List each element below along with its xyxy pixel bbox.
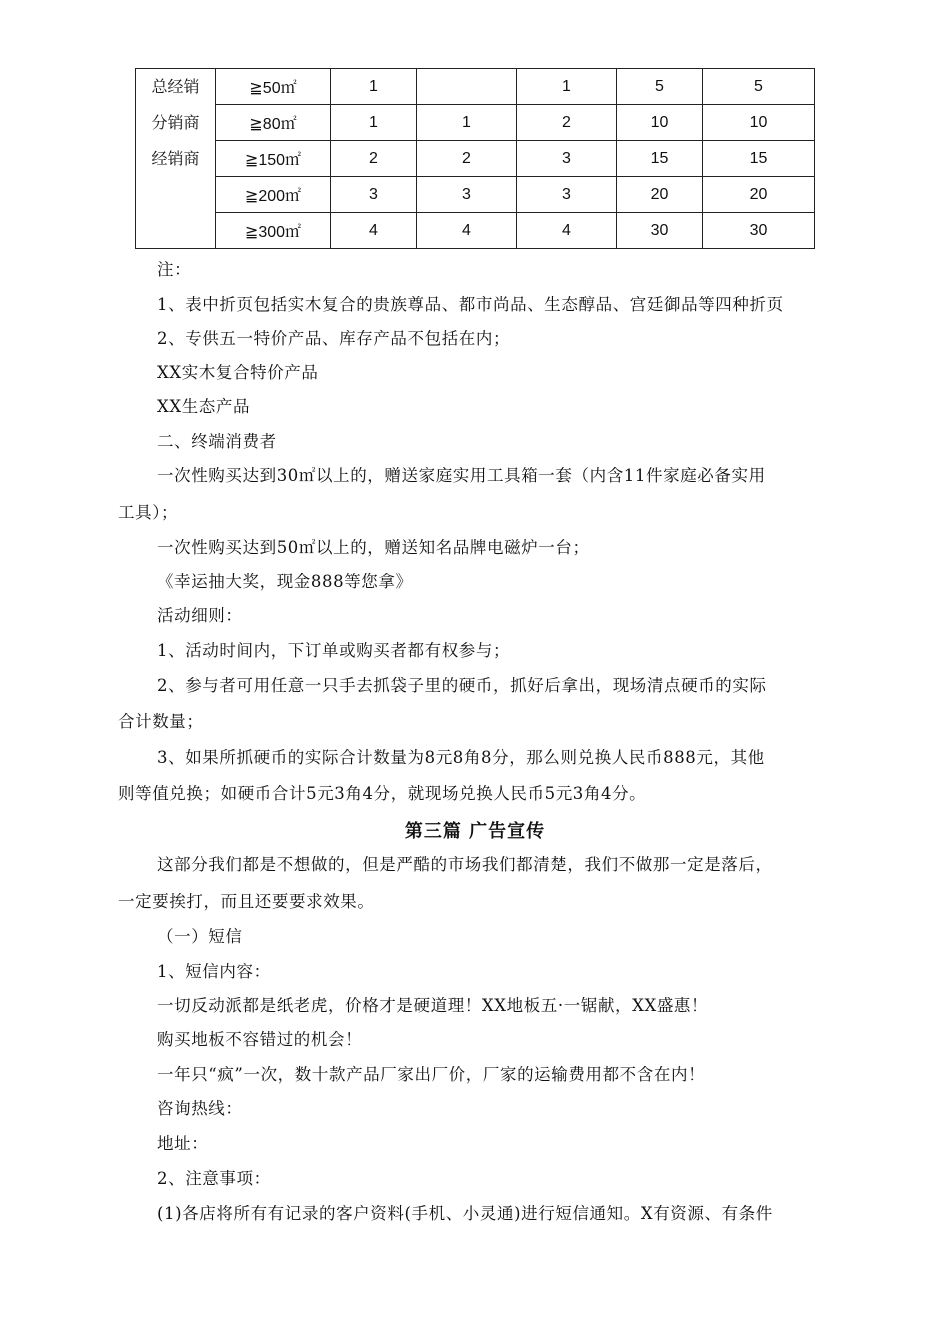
paragraph-line: 2、专供五一特价产品、库存产品不包括在内； <box>157 329 511 348</box>
paragraph-line: 合计数量； <box>118 712 204 731</box>
table-cell: 4 <box>331 213 417 249</box>
table-cell: 2 <box>331 141 417 177</box>
table-cell: ≧300㎡ <box>216 213 331 249</box>
table-row <box>136 141 815 177</box>
table-cell: 15 <box>703 141 815 177</box>
paragraph-line: 一定要挨打，而且还要要求效果。 <box>118 892 375 911</box>
table-cell: 3 <box>517 141 617 177</box>
paragraph-line: 1、短信内容： <box>157 962 271 981</box>
paragraph-line: 1、活动时间内，下订单或购买者都有权参与； <box>157 641 511 660</box>
table-cell: 15 <box>617 141 703 177</box>
paragraph-line: 2、参与者可用任意一只手去抓袋子里的硬币，抓好后拿出，现场清点硬币的实际 <box>157 676 767 695</box>
table-cell: ≧80㎡ <box>216 105 331 141</box>
table-cell: 20 <box>617 177 703 213</box>
table-cell: 1 <box>331 69 417 105</box>
section-title: 二、终端消费者 <box>157 432 277 451</box>
paragraph-line: 1、表中折页包括实木复合的贵族尊品、都市尚品、生态醇品、宫廷御品等四种折页 <box>157 295 784 314</box>
paragraph-line: (1)各店将所有有记录的客户资料(手机、小灵通)进行短信通知。X有资源、有条件 <box>157 1204 773 1223</box>
paragraph-line: 2、注意事项： <box>157 1169 271 1188</box>
note-label: 注： <box>157 260 192 279</box>
table-cell: 3 <box>417 177 517 213</box>
table-cell: 20 <box>703 177 815 213</box>
dealer-type-label: 分销商 <box>151 113 200 132</box>
paragraph-line: 一切反动派都是纸老虎，价格才是硬道理！XX地板五·一锯献，XX盛惠！ <box>157 996 709 1015</box>
table-cell: 3 <box>517 177 617 213</box>
paragraph-line: 一次性购买达到50㎡以上的，赠送知名品牌电磁炉一台； <box>157 538 590 557</box>
table-cell: 2 <box>517 105 617 141</box>
paragraph-line: 活动细则： <box>157 606 243 625</box>
table-cell: 30 <box>617 213 703 249</box>
table-cell: 1 <box>517 69 617 105</box>
table-row <box>136 69 815 105</box>
table-cell: 5 <box>617 69 703 105</box>
paragraph-line: 地址： <box>157 1134 209 1153</box>
dealer-type-label: 经销商 <box>151 149 200 168</box>
section-title: （一）短信 <box>157 927 243 946</box>
table-row <box>136 213 815 249</box>
table-cell: ≧50㎡ <box>216 69 331 105</box>
table-cell: ≧200㎡ <box>216 177 331 213</box>
paragraph-line: 一年只“疯”一次，数十款产品厂家出厂价，厂家的运输费用都不含在内！ <box>157 1065 706 1084</box>
dealer-type-label: 总经销 <box>151 77 200 96</box>
table-cell: 2 <box>417 141 517 177</box>
table-cell: 5 <box>703 69 815 105</box>
dealer-type-cell <box>136 69 216 249</box>
paragraph-line: 购买地板不容错过的机会！ <box>157 1030 363 1049</box>
table-cell: 4 <box>417 213 517 249</box>
paragraph-line: 工具）； <box>118 503 179 522</box>
table-cell: 1 <box>417 105 517 141</box>
paragraph-line: 3、如果所抓硬币的实际合计数量为8元8角8分，那么则兑换人民币888元，其他 <box>157 748 765 767</box>
table-cell: 4 <box>517 213 617 249</box>
chapter-heading: 第三篇 广告宣传 <box>404 821 546 842</box>
table-cell: 10 <box>703 105 815 141</box>
paragraph-line: XX生态产品 <box>157 397 251 416</box>
table-row <box>136 177 815 213</box>
paragraph-line: 这部分我们都是不想做的，但是严酷的市场我们都清楚，我们不做那一定是落后， <box>157 855 773 874</box>
table-cell: ≧150㎡ <box>216 141 331 177</box>
paragraph-line: 《幸运抽大奖，现金888等您拿》 <box>157 572 413 591</box>
table-cell: 1 <box>331 105 417 141</box>
table-cell: 10 <box>617 105 703 141</box>
table-cell <box>417 69 517 105</box>
table-cell: 3 <box>331 177 417 213</box>
promotion-table <box>135 68 815 249</box>
paragraph-line: 一次性购买达到30㎡以上的，赠送家庭实用工具箱一套（内含11件家庭必备实用 <box>157 466 766 485</box>
paragraph-line: 则等值兑换；如硬币合计5元3角4分，就现场兑换人民币5元3角4分。 <box>118 784 647 803</box>
table-cell: 30 <box>703 213 815 249</box>
paragraph-line: XX实木复合特价产品 <box>157 363 319 382</box>
table-row <box>136 105 815 141</box>
paragraph-line: 咨询热线： <box>157 1099 243 1118</box>
